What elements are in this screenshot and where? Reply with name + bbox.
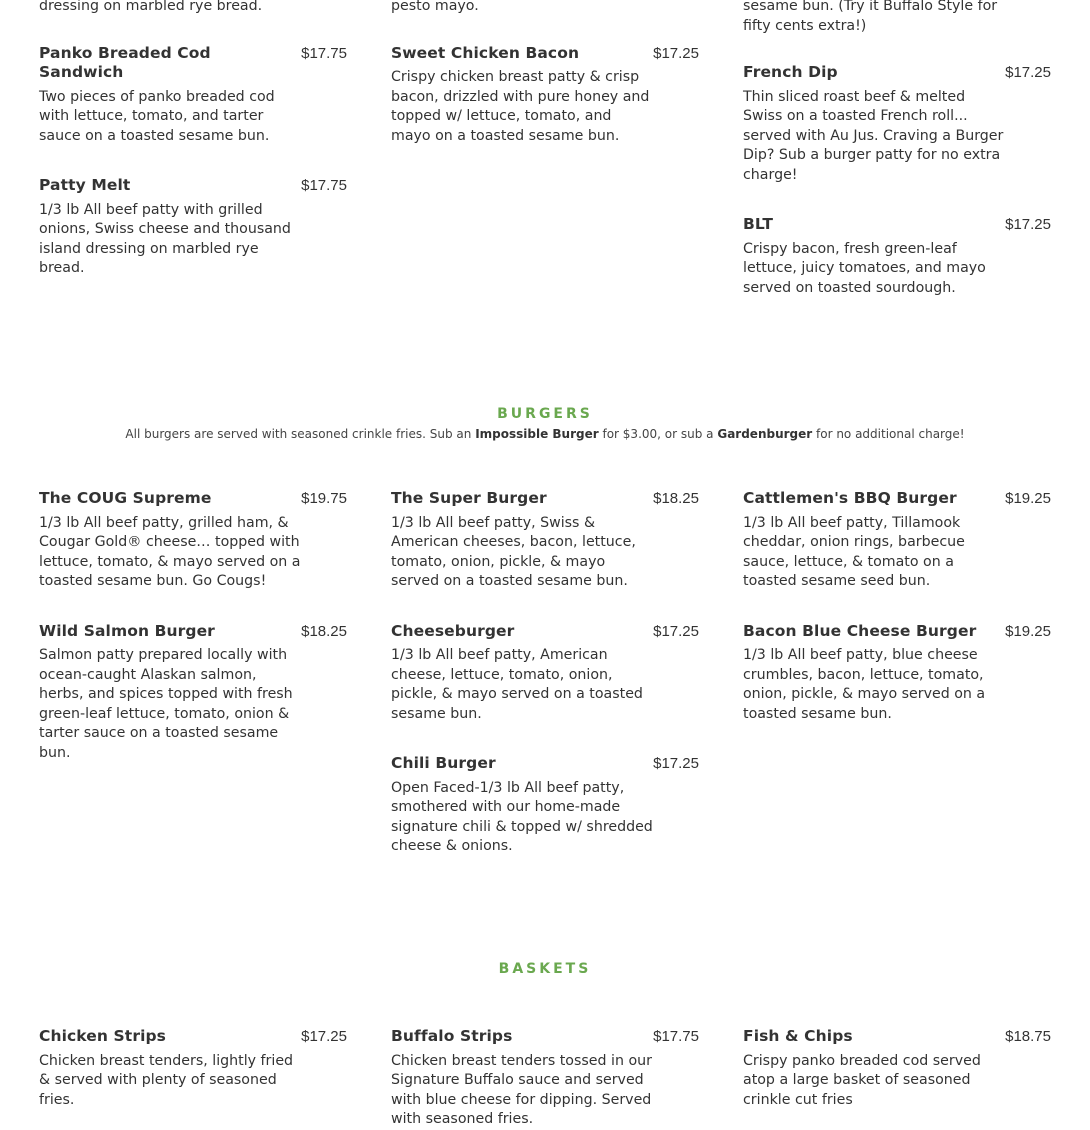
item-name: French Dip	[743, 63, 838, 81]
item-description: Crispy panko breaded cod served atop a large basket of seasoned crinkle cut fries	[743, 1052, 981, 1108]
menu-item-french-dip[interactable]	[743, 63, 1053, 185]
sandwiches-column-2	[391, 0, 701, 146]
item-price: $17.25	[1005, 216, 1051, 233]
item-name: Cheeseburger	[391, 621, 515, 640]
item-name: Patty Melt	[39, 176, 131, 194]
item-price: $17.75	[653, 1028, 699, 1045]
item-name: Chili Burger	[391, 754, 496, 772]
item-description: dressing on marbled rye bread.	[39, 0, 263, 14]
menu-item-cattlemens-bbq-burger[interactable]	[743, 489, 1053, 592]
menu-item-super-burger[interactable]	[391, 489, 701, 592]
sandwiches-column-3	[743, 0, 1053, 298]
item-price: $17.25	[653, 755, 699, 772]
item-name: The Super Burger	[391, 489, 547, 507]
menu-item-fish-and-chips[interactable]	[743, 1027, 1053, 1110]
item-name: The COUG Supreme	[39, 489, 212, 507]
item-price: $19.25	[1005, 490, 1051, 507]
baskets-column-1	[39, 1027, 349, 1110]
burgers-column-2	[391, 489, 701, 857]
menu-item-cheeseburger[interactable]	[391, 622, 701, 725]
item-description: 1/3 lb All beef patty, Swiss & American cheeses, bacon, lettuce, tomato, onion, pickle, & mayo served on a toasted sesame bun.	[391, 514, 636, 589]
item-description: Thin sliced roast beef & melted Swiss on a toasted French roll... served with Au Jus. Craving a Burger Dip? Sub a burger patty for no extra charge!	[743, 88, 1004, 183]
item-price: $17.75	[301, 44, 347, 62]
menu-item-buffalo-strips[interactable]	[391, 1027, 701, 1130]
item-description: sesame bun. (Try it Buffalo Style for fifty cents extra!)	[743, 0, 998, 34]
menu-item-sweet-chicken-bacon[interactable]	[391, 44, 701, 147]
item-name: Sweet Chicken Bacon	[391, 43, 580, 62]
item-description: 1/3 lb All beef patty, blue cheese crumbles, bacon, lettuce, tomato, onion, pickle, & mayo served on a toasted sesame bun.	[743, 647, 986, 722]
item-price: $19.75	[301, 490, 347, 507]
item-description: 1/3 lb All beef patty, Tillamook cheddar, onion rings, barbecue sauce, lettuce, & tomato on a toasted sesame seed bun.	[743, 514, 965, 589]
baskets-column-3	[743, 1027, 1053, 1110]
item-description: Chicken breast tenders, lightly fried & served with plenty of seasoned fries.	[39, 1052, 294, 1108]
item-price: $17.25	[653, 44, 699, 62]
menu-item-panko-cod[interactable]	[39, 44, 349, 147]
item-price: $17.25	[1005, 64, 1051, 81]
item-description: pesto mayo.	[391, 0, 479, 14]
item-name: Fish & Chips	[743, 1027, 853, 1045]
menu-item-bacon-blue-cheese-burger[interactable]	[743, 622, 1053, 725]
item-description: Chicken breast tenders tossed in our Signature Buffalo sauce and served with blue cheese for dipping. Served with seasoned fries.	[391, 1052, 652, 1127]
section-title-baskets: BASKETS	[498, 961, 592, 977]
item-price: $18.25	[653, 490, 699, 507]
item-name: Buffalo Strips	[391, 1027, 513, 1045]
item-description: 1/3 lb All beef patty with grilled onions, Swiss cheese and thousand island dressing on marbled rye bread.	[39, 201, 291, 276]
burgers-column-3	[743, 489, 1053, 724]
item-name: Wild Salmon Burger	[39, 621, 215, 640]
item-price: $17.75	[301, 177, 347, 194]
item-description: Crispy chicken breast patty & crisp bacon, drizzled with pure honey and topped w/ lettuce, tomato, and mayo on a toasted sesame bun.	[391, 69, 650, 144]
item-price: $17.25	[301, 1028, 347, 1045]
item-description: 1/3 lb All beef patty, grilled ham, & Cougar Gold® cheese… topped with lettuce, tomato, & mayo served on a toasted sesame bun. Go Cougs!	[39, 514, 301, 589]
item-description: Two pieces of panko breaded cod with lettuce, tomato, and tarter sauce on a toasted sesame bun.	[39, 88, 275, 144]
item-description: Crispy bacon, fresh green-leaf lettuce, juicy tomatoes, and mayo served on toasted sourdough.	[743, 240, 986, 296]
item-price: $18.75	[1005, 1028, 1051, 1045]
item-description: Salmon patty prepared locally with ocean-caught Alaskan salmon, herbs, and spices topped with fresh green-leaf lettuce, tomato, onion & tarter sauce on a toasted sesame bun.	[39, 647, 293, 761]
menu-item-patty-melt[interactable]	[39, 176, 349, 279]
section-title-burgers: BURGERS	[497, 406, 593, 422]
item-price: $18.25	[301, 622, 347, 640]
item-name: BLT	[743, 215, 773, 233]
item-price: $19.25	[1005, 622, 1051, 640]
menu-item-chili-burger[interactable]	[391, 754, 701, 857]
item-name: Bacon Blue Cheese Burger	[743, 621, 977, 640]
item-name: Panko Breaded Cod Sandwich	[39, 43, 211, 81]
sandwiches-column-1	[39, 0, 349, 279]
item-name: Cattlemen's BBQ Burger	[743, 489, 957, 507]
item-description: 1/3 lb All beef patty, American cheese, lettuce, tomato, onion, pickle, & mayo served on a toasted sesame bun.	[391, 647, 643, 722]
burgers-column-1	[39, 489, 349, 763]
baskets-column-2	[391, 1027, 701, 1130]
section-note-burgers: All burgers are served with seasoned crinkle fries. Sub an Impossible Burger for $3.00, or sub a Gardenburger for no additional charge!	[125, 427, 965, 441]
menu-item-coug-supreme[interactable]	[39, 489, 349, 592]
menu-item-blt[interactable]	[743, 215, 1053, 298]
menu-item-chicken-strips[interactable]	[39, 1027, 349, 1110]
item-name: Chicken Strips	[39, 1027, 166, 1045]
item-description: Open Faced-1/3 lb All beef patty, smothered with our home-made signature chili & topped w/ shredded cheese & onions.	[391, 779, 653, 854]
item-price: $17.25	[653, 622, 699, 640]
menu-item-wild-salmon-burger[interactable]	[39, 622, 349, 764]
